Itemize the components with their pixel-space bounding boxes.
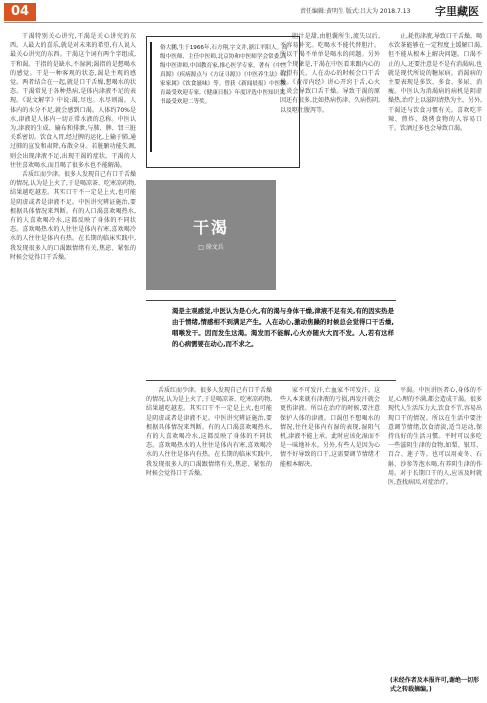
article-title: 干渴 bbox=[192, 218, 229, 237]
article-paragraph: 止,耗伤津液,导致口干舌燥。喝水饮茶能够在一定程度上缓解口渴,但不能从根本上解决问题。口渴不止的人,还要注意是不是有消渴病,也就是现代所说的糖尿病。消渴病的主要表现是多饮、多食、多尿、消瘦。中医认为消渴病的病机是阴虚燥热,治疗上以滋阴清热为主。另外,干渴还与饮食习惯有关。喜欢吃辛辣、煎炸、烧烤食物的人容易口干。饮酒过多也会导致口渴。 bbox=[388, 33, 482, 133]
article-paragraph: 舌质红而少津。很多人发现自己有口干舌燥的情况,认为是上火了,于是喝凉茶、吃寒凉药物,结果越吃越差。其实口干不一定是上火,也可能是阴虚或者是津液不足。中医讲究辨证施治,要根据具体情况来判断。有的人口渴喜欢喝热水,有的人喜欢喝冷水,这都反映了身体的不同状态。喜欢喝热水的人往往是体内有寒,喜欢喝冷水的人往往是体内有热。在长期的临床实践中,我发现很多人的口渴跟情绪有关,焦虑、紧张的时候会觉得口干舌燥。 bbox=[10, 171, 136, 261]
article-byline: □ 徐文兵 bbox=[198, 244, 224, 251]
title-box bbox=[146, 180, 276, 290]
pull-quote: 渴是主观感觉,中医认为是心火,有的渴与身体干燥,津液不足有关,有的因实热是由于情绪,情感相不到满足产生。人在动心,激动焦躁的时候总会觉得口干舌燥,咽喉发干。因而发生这渴。渴发而不能解,心火亦随火大而不发。人,若有这样的心病需要在动心,而不求之。 bbox=[172, 307, 394, 348]
page-header bbox=[0, 0, 487, 22]
article-paragraph: 平渴。中医讲医者心,身体的不足,心理的不满,都会造成干渴。很多现代人生活压力大,饮食不节,容易出现口干的情况。所以在生活中要注意调节情绪,饮食清淡,适当运动,保持良好的生活习惯。平时可以多吃一些滋阴生津的食物,如梨、银耳、百合、莲子等。也可以用麦冬、石斛、沙参等泡水喝,有养阴生津的作用。对于长期口干的人,应该及时就医,查找病因,对症治疗。 bbox=[388, 387, 482, 487]
article-paragraph: 家不可发汗,亡血家不可发汗。这些人本来就有津液的亏损,再发汗就会更伤津液。所以在治疗的时候,要注意保护人体的津液。口渴但不想喝水的情况,往往是体内有湿的表现,湿阻气机,津液不能上承。此时应该化湿而不是一味地补水。另外,有些人是因为心情不好导致的口干,这需要调节情绪才能根本解决。 bbox=[280, 387, 380, 468]
article-column-3 bbox=[280, 32, 380, 294]
author-bio: 俗大鹏,生于1966年,石方翔,字文井,浙江平阳人。高级中医师、主任中医师,北京协和中医师学会常委,高级中医讲师,中国教育家,推心医学专家。著有《中医真源》《疾病源点与《方证寻源》》《中医养生法》《百家家属》《饮食滋味》等。曾获《新闻晨报》中医教育最受欢迎专家,《健康日报》年度评选中医知识类书最受欢迎二等奖。 bbox=[160, 45, 289, 105]
article-paragraph: 干渴特别关心讲究,干渴是关心讲究的东西。人最大的喜乐,就是对未来的希望,有人说人最关心讲究的东西。干渴这个词有两个字组成,干和渴。干指的是缺水,不湿润;渴指的是想喝水的感觉。干是一种客观的状态,渴是主观的感觉。两者结合在一起,就是口干舌燥,想喝水的状态。干渴常见于各种热病,是体内津液不足的表现。《说文解字》中说:渴,尽也。水尽则渴。人体内的水分不足,就会感到口渴。人体约70%是水,津液是人体内一切正常水液的总称。中医认为,津液的生成、输布和排泄,与肺、脾、肾三脏关系密切。饮食入胃,经过脾的运化,上输于肺,通过肺的宣发和肃降,布散全身。若脏腑功能失调,则会出现津液不足,出现干渴的症状。干渴的人往往喜欢喝水,而且喝了很多水也不能解渴。 bbox=[10, 33, 136, 169]
pull-quote-rule-top bbox=[146, 300, 396, 301]
article-column-2 bbox=[146, 386, 272, 686]
header-info: 责任编辑:黄明生 版式:吕大为 2018.7.13 bbox=[300, 8, 411, 15]
article-column-1 bbox=[10, 32, 136, 682]
article-paragraph: 舌质红而少津。很多人发现自己有口干舌燥的情况,认为是上火了,于是喝凉茶、吃寒凉药物,结果越吃越差。其实口干不一定是上火,也可能是阴虚或者是津液不足。中医讲究辨证施治,要根据具体情况来判断。有的人口渴喜欢喝热水,有的人喜欢喝冷水,这都反映了身体的不同状态。喜欢喝热水的人往往是体内有寒,喜欢喝冷水的人往往是体内有热。在长期的临床实践中,我发现很多人的口渴跟情绪有关,焦虑、紧张的时候会觉得口干舌燥。 bbox=[146, 387, 272, 477]
pull-quote-rule-bottom bbox=[146, 380, 396, 381]
header-rule bbox=[4, 22, 483, 23]
article-paragraph: 胆汁是甜,由胆囊所生,流失以后,不容易补充。吃喝水不能代替胆汁。所以干渴不单单是喝水的问题。另外一个现象是,干渴在中医看来跟内心的欲望有关。人在动心的时候会口干舌燥。《黄帝内经》讲心开窍于舌,心火上炎会导致口舌干燥。导致干渴的原因还有很多,比如热病伤津、久病伤阴,以及呕吐腹泻等。 bbox=[280, 33, 380, 114]
copyright-note: (未经作者及本报许可,谢绝一切形式之转载摘编。) bbox=[390, 677, 480, 693]
article-column-6 bbox=[388, 386, 482, 672]
page-number: 04 bbox=[4, 3, 36, 21]
article-column-5 bbox=[280, 386, 380, 686]
article-column-4 bbox=[388, 32, 482, 294]
section-brand: 字里藏医 bbox=[435, 5, 479, 18]
